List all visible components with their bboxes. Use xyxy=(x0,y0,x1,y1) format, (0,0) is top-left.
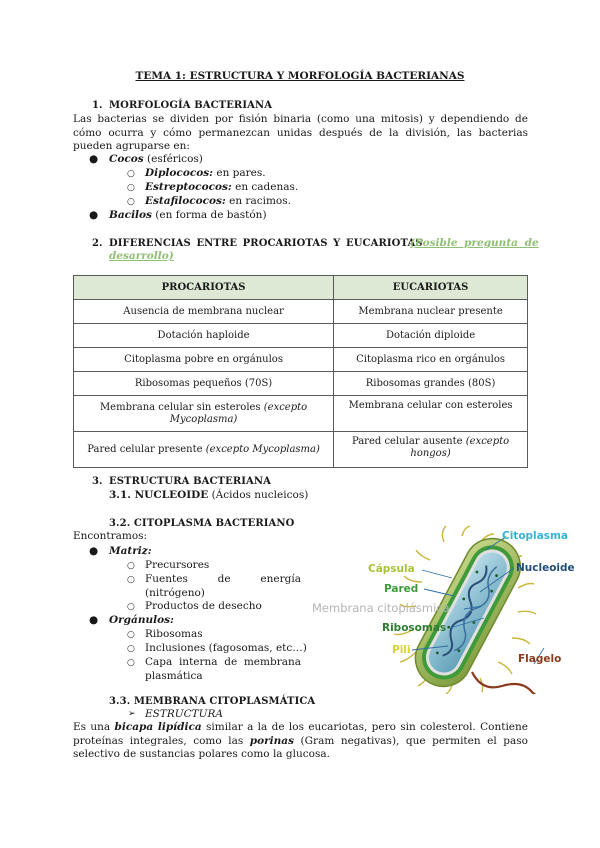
table-cell xyxy=(74,432,334,468)
table-row xyxy=(74,300,528,324)
cell-text: Membrana celular sin esteroles xyxy=(99,401,264,413)
term-bicapa: bicapa lipídica xyxy=(114,721,202,733)
word: Fuentes xyxy=(145,573,188,585)
section-1-heading: MORFOLOGÍA BACTERIANA xyxy=(109,100,273,111)
cell-text: Ausencia de membrana nuclear xyxy=(123,305,284,317)
organulos-item-ribosomas: Ribosomas xyxy=(145,628,203,640)
word: membrana xyxy=(243,656,301,668)
subsection-3-1-heading: 3.1. NUCLEOIDE xyxy=(109,489,209,501)
label-citoplasma: Citoplasma xyxy=(502,530,569,542)
organulos-item-capa xyxy=(145,656,301,683)
flagellum xyxy=(472,672,562,694)
matriz-item-fuentes xyxy=(145,573,301,600)
term-porinas: porinas xyxy=(249,734,295,747)
list-item-diplococos xyxy=(145,167,266,181)
table-cell xyxy=(334,324,528,348)
cell-text: Pared celular ausente xyxy=(351,436,466,447)
subsection-3-1 xyxy=(109,489,308,503)
bullet-dot: ● xyxy=(89,209,99,221)
header-eucariotas: EUCARIOTAS xyxy=(334,276,528,300)
list-item-estafilococos xyxy=(145,195,291,209)
organulos-item-inclusiones: Inclusiones (fagosomas, etc…) xyxy=(145,642,307,654)
circle-bullet: ○ xyxy=(127,658,135,668)
list-item-estreptococos xyxy=(145,181,298,195)
section-1-number: 1. xyxy=(92,100,103,111)
word: de xyxy=(217,573,231,585)
cell-text: Pared celular presente xyxy=(87,443,206,455)
comparison-table xyxy=(73,275,528,468)
section-2-number: 2. xyxy=(92,238,103,249)
word: energía xyxy=(260,573,301,585)
section-3-3-paragraph xyxy=(73,721,528,762)
word: Capa xyxy=(145,656,173,668)
exam-note-line-2: desarrollo) xyxy=(109,250,174,262)
list-item-cocos xyxy=(109,153,203,167)
estructura-label: ESTRUCTURA xyxy=(145,708,223,720)
label-flagelo: Flagelo xyxy=(518,653,562,665)
cell-text: Dotación haploide xyxy=(157,329,250,341)
table-row xyxy=(74,396,528,432)
circle-bullet: ○ xyxy=(127,602,135,612)
matriz-label xyxy=(109,545,152,559)
exam-note-line-1: (Posible pregunta de xyxy=(410,237,539,249)
text-run: (Gram negativas), que permiten el paso selectivo de sustancias polares como la glucosa. xyxy=(73,734,528,760)
matriz-item-desecho: Productos de desecho xyxy=(145,600,262,612)
label-pared: Pared xyxy=(384,583,419,595)
cell-italic-note: (excepto hongos) xyxy=(410,436,510,459)
desc-cocos: (esféricos) xyxy=(143,153,203,165)
table-cell xyxy=(334,432,528,468)
text-run: Es una xyxy=(73,721,115,733)
page-title: TEMA 1: ESTRUCTURA Y MORFOLOGÍA BACTERIANAS xyxy=(135,70,465,82)
table-row xyxy=(74,324,528,348)
organulos-label xyxy=(109,614,174,628)
circle-bullet: ○ xyxy=(127,630,135,640)
cell-text: Dotación diploide xyxy=(385,329,476,341)
label-membrana: Membrana citoplásmica xyxy=(312,601,450,615)
desc-bacilos: (en forma de bastón) xyxy=(151,209,267,221)
circle-bullet: ○ xyxy=(127,575,135,585)
section-2-heading: DIFERENCIAS ENTRE PROCARIOTAS Y EUCARIOTAS xyxy=(109,238,423,249)
subsection-3-2-heading: 3.2. CITOPLASMA BACTERIANO xyxy=(109,518,295,529)
label-capsula: Cápsula xyxy=(368,563,415,575)
label-pili: Pili xyxy=(392,644,411,656)
list-item-bacilos xyxy=(109,209,267,223)
cell-text: Ribosomas grandes (80S) xyxy=(365,377,496,389)
table-cell xyxy=(334,300,528,324)
circle-bullet: ○ xyxy=(127,169,135,179)
term-diplococos: Diplococos: xyxy=(145,167,214,179)
organulos-term: Orgánulos: xyxy=(109,614,174,626)
term-estafilococos: Estafilococos: xyxy=(145,195,226,207)
cell-text: Ribosomas pequeños (70S) xyxy=(134,377,273,389)
header-procariotas: PROCARIOTAS xyxy=(74,276,334,300)
table-cell xyxy=(334,372,528,396)
table-row xyxy=(74,348,528,372)
encontramos-text: Encontramos: xyxy=(73,530,148,542)
word: interna xyxy=(178,656,218,668)
bullet-dot: ● xyxy=(89,614,99,626)
table-row xyxy=(74,372,528,396)
cell-text: Citoplasma pobre en orgánulos xyxy=(124,353,283,365)
desc-estafilococos: en racimos. xyxy=(225,195,291,207)
term-cocos: Cocos xyxy=(109,153,144,165)
table-row xyxy=(74,432,528,468)
word: (nitrógeno) xyxy=(145,586,205,599)
circle-bullet: ○ xyxy=(127,183,135,193)
cell-text: Membrana nuclear presente xyxy=(358,305,503,317)
table-cell xyxy=(334,348,528,372)
word: plasmática xyxy=(145,669,203,682)
cell-text: Membrana celular con esteroles xyxy=(348,400,513,411)
label-ribosomas: Ribosomas xyxy=(382,622,447,634)
bullet-dot: ● xyxy=(89,153,99,165)
table-cell xyxy=(334,396,528,432)
bacteria-diagram xyxy=(312,522,580,694)
bullet-dot: ● xyxy=(89,545,99,557)
cell-text: Citoplasma rico en orgánulos xyxy=(356,353,506,365)
circle-bullet: ○ xyxy=(127,644,135,654)
matriz-term: Matriz: xyxy=(109,545,152,557)
term-estreptococos: Estreptococos: xyxy=(145,181,232,193)
desc-diplococos: en pares. xyxy=(213,167,266,179)
section-1-paragraph: Las bacterias se dividen por fisión binaria (como una mitosis) y dependiendo de cómo ocurra y cómo permanezcan unidas después de la división, las bacterias pueden agruparse en: xyxy=(73,113,528,152)
arrow-bullet-icon: ➢ xyxy=(128,709,136,719)
section-3-number: 3. xyxy=(92,476,103,487)
subsection-3-1-desc: (Ácidos nucleicos) xyxy=(208,489,309,501)
table-cell xyxy=(74,300,334,324)
cell-italic-note: (excepto Mycoplasma) xyxy=(205,443,320,455)
table-header-row xyxy=(74,276,528,300)
label-nucleoide: Nucleoide xyxy=(516,562,575,574)
term-bacilos: Bacilos xyxy=(109,209,152,221)
word: de xyxy=(224,656,238,668)
table-cell xyxy=(74,324,334,348)
table-cell xyxy=(74,396,334,432)
circle-bullet: ○ xyxy=(127,197,135,207)
text-run: similar a la de los eucariotas, pero sin colesterol. Contiene proteínas integrales, como las xyxy=(73,721,528,747)
subsection-3-3-heading: 3.3. MEMBRANA CITOPLASMÁTICA xyxy=(109,696,316,707)
section-3-heading: ESTRUCTURA BACTERIANA xyxy=(109,476,271,487)
circle-bullet: ○ xyxy=(127,561,135,571)
desc-estreptococos: en cadenas. xyxy=(231,181,299,193)
cell-italic-note: (excepto Mycoplasma) xyxy=(169,401,308,425)
table-cell xyxy=(74,348,334,372)
matriz-item-precursores: Precursores xyxy=(145,559,210,571)
table-cell xyxy=(74,372,334,396)
